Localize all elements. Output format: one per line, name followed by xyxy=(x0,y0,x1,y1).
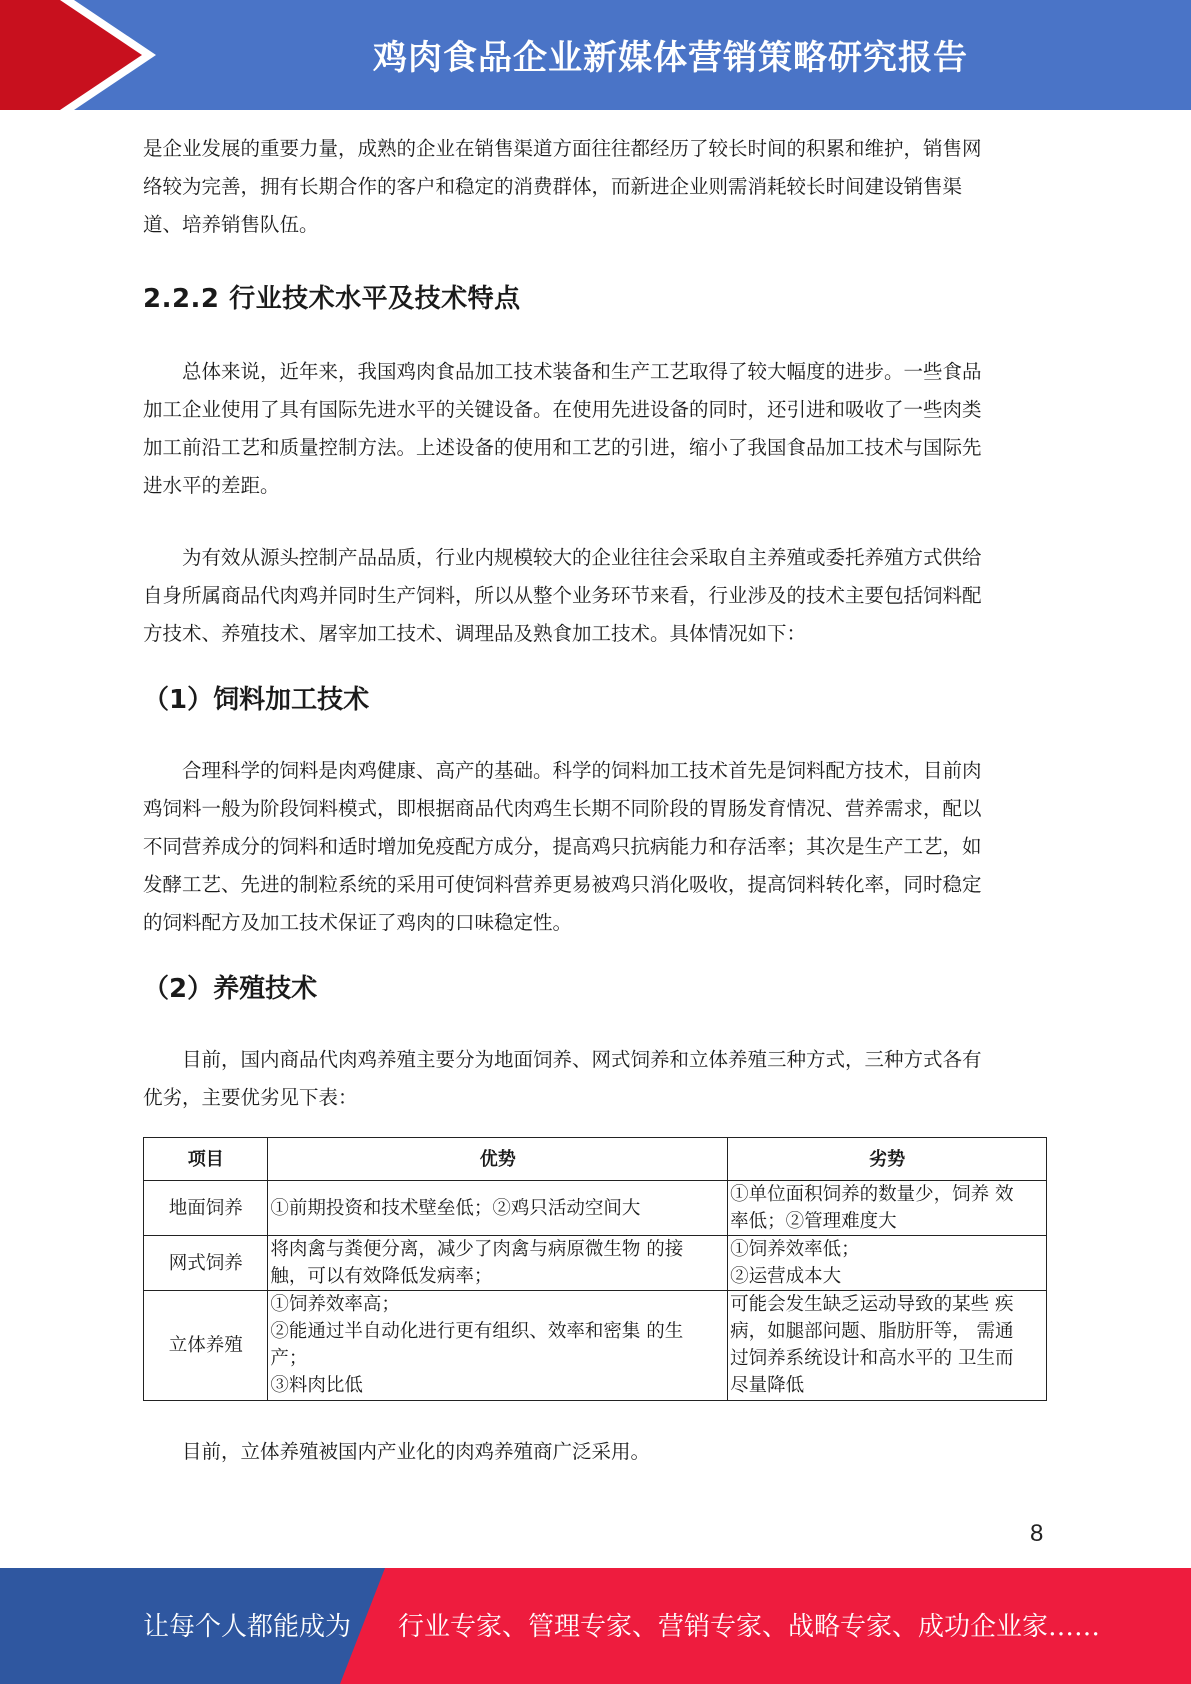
row-item: 立体养殖 xyxy=(144,1291,268,1401)
cell-line: 率低；②管理难度大 xyxy=(730,1211,897,1232)
text-line: 络较为完善，拥有长期合作的客户和稳定的消费群体，而新进企业则需消耗较长时间建设销售渠 xyxy=(143,175,963,198)
text-line: 进水平的差距。 xyxy=(143,474,280,497)
text-line: 方技术、养殖技术、屠宰加工技术、调理品及熟食加工技术。具体情况如下： xyxy=(143,622,807,645)
row-advantage xyxy=(268,1291,728,1401)
paragraph-feed-processing xyxy=(143,752,1047,942)
text-line: 目前，国内商品代肉鸡养殖主要分为地面饲养、网式饲养和立体养殖三种方式，三种方式各有 xyxy=(182,1048,982,1071)
text-line: 总体来说，近年来，我国鸡肉食品加工技术装备和生产工艺取得了较大幅度的进步。一些食品 xyxy=(182,360,982,383)
text-line: 发酵工艺、先进的制粒系统的采用可使饲料营养更易被鸡只消化吸收，提高饲料转化率，同时稳定 xyxy=(143,873,982,896)
cell-line: ①单位面积饲养的数量少，饲养 效 xyxy=(730,1184,1014,1205)
page-number: 8 xyxy=(1030,1520,1044,1547)
page-header xyxy=(0,0,1191,110)
paragraph-tech-overview xyxy=(143,353,1047,505)
cell-line: ①前期投资和技术壁垒低；②鸡只活动空间大 xyxy=(270,1197,641,1219)
cell-line: 产； xyxy=(270,1348,308,1369)
table-row xyxy=(144,1236,1047,1291)
subheading-breeding: （2）养殖技术 xyxy=(143,974,318,1004)
row-item: 地面饲养 xyxy=(144,1181,268,1236)
header-disadvantage: 劣势 xyxy=(728,1138,1047,1181)
section-heading: 2.2.2 行业技术水平及技术特点 xyxy=(143,284,521,314)
table-header-row xyxy=(144,1138,1047,1181)
row-disadvantage xyxy=(728,1236,1047,1291)
cell-line: ①饲养效率高； xyxy=(270,1294,400,1315)
cell-line: 可能会发生缺乏运动导致的某些 疾 xyxy=(730,1294,1014,1315)
page-footer xyxy=(0,1568,1191,1684)
header-item: 项目 xyxy=(144,1138,268,1181)
cell-line: ③料肉比低 xyxy=(270,1375,363,1396)
breeding-comparison-table xyxy=(143,1137,1047,1401)
text-line: 的饲料配方及加工技术保证了鸡肉的口味稳定性。 xyxy=(143,911,573,934)
text-line: 是企业发展的重要力量，成熟的企业在销售渠道方面往往都经历了较长时间的积累和维护，销售网 xyxy=(143,137,982,160)
footer-slogan-right: 行业专家、管理专家、营销专家、战略专家、成功企业家…… xyxy=(398,1612,1101,1642)
cell-line: 将肉禽与粪便分离，减少了肉禽与病原微生物 的接 xyxy=(270,1239,684,1260)
header-advantage: 优势 xyxy=(268,1138,728,1181)
text-line: 自身所属商品代肉鸡并同时生产饲料，所以从整个业务环节来看，行业涉及的技术主要包括饲料配 xyxy=(143,584,982,607)
row-advantage xyxy=(268,1181,728,1236)
table-row xyxy=(144,1291,1047,1401)
subheading-feed-processing: （1）饲料加工技术 xyxy=(143,685,370,715)
text-line: 道、培养销售队伍。 xyxy=(143,213,319,236)
row-advantage xyxy=(268,1236,728,1291)
row-disadvantage xyxy=(728,1181,1047,1236)
cell-line: ②运营成本大 xyxy=(730,1266,842,1287)
text-line: 鸡饲料一般为阶段饲料模式，即根据商品代肉鸡生长期不同阶段的胃肠发育情况、营养需求，配以 xyxy=(143,797,982,820)
cell-line: ②能通过半自动化进行更有组织、效率和密集 的生 xyxy=(270,1321,684,1342)
text-line: 优劣，主要优劣见下表： xyxy=(143,1086,358,1109)
cell-line: 触，可以有效降低发病率； xyxy=(270,1266,493,1287)
red-chevron-decoration xyxy=(0,0,150,110)
text-line: 不同营养成分的饲料和适时增加免疫配方成分，提高鸡只抗病能力和存活率；其次是生产工艺，如 xyxy=(143,835,982,858)
text-line: 加工前沿工艺和质量控制方法。上述设备的使用和工艺的引进，缩小了我国食品加工技术与国际先 xyxy=(143,436,982,459)
cell-line: 过饲养系统设计和高水平的 卫生而 xyxy=(730,1348,1014,1369)
row-item: 网式饲养 xyxy=(144,1236,268,1291)
paragraph-source-control xyxy=(143,539,1047,653)
text-line: 加工企业使用了具有国际先进水平的关键设备。在使用先进设备的同时，还引进和吸收了一些肉类 xyxy=(143,398,982,421)
report-title: 鸡肉食品企业新媒体营销策略研究报告 xyxy=(373,38,968,78)
row-disadvantage xyxy=(728,1291,1047,1401)
text-line: 为有效从源头控制产品品质，行业内规模较大的企业往往会采取自主养殖或委托养殖方式供给 xyxy=(182,546,982,569)
intro-paragraph xyxy=(143,130,1047,244)
text-line: 合理科学的饲料是肉鸡健康、高产的基础。科学的饲料加工技术首先是饲料配方技术，目前肉 xyxy=(182,759,982,782)
cell-line: 病，如腿部问题、脂肪肝等， 需通 xyxy=(730,1321,1014,1342)
cell-line: 尽量降低 xyxy=(730,1375,805,1396)
footer-slogan-left: 让每个人都能成为 xyxy=(143,1612,352,1642)
closing-paragraph: 目前，立体养殖被国内产业化的肉鸡养殖商广泛采用。 xyxy=(182,1440,651,1463)
paragraph-breeding xyxy=(143,1041,1047,1117)
table-row xyxy=(144,1181,1047,1236)
cell-line: ①饲养效率低； xyxy=(730,1239,860,1260)
document-body xyxy=(143,130,1047,1471)
